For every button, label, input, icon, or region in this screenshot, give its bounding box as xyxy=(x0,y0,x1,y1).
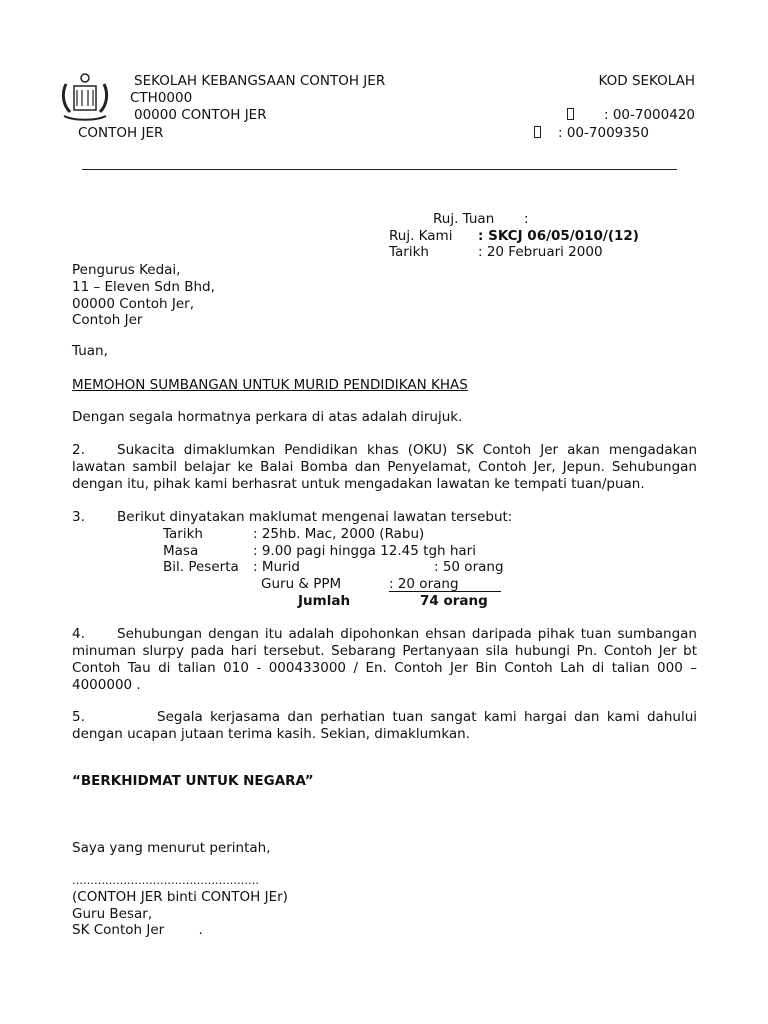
sum-line xyxy=(389,591,501,592)
address-line-2: CONTOH JER xyxy=(78,125,164,141)
fax-icon xyxy=(534,125,541,142)
para-number: 5. xyxy=(72,709,85,725)
total-count: 74 orang xyxy=(420,593,488,609)
para4-line: Sehubungan dengan itu adalah dipohonkan ehsan daripada pihak tuan sumbangan xyxy=(117,626,697,642)
para4-line: 4000000 . xyxy=(72,677,141,693)
ruj-tuan-label: Ruj. Tuan xyxy=(433,211,495,227)
para4-line: Contoh Tau di talian 010 - 000433000 / En. Contoh Jer Bin Contoh Lah di talian 000 – xyxy=(72,660,697,676)
motto: “BERKHIDMAT UNTUK NEGARA” xyxy=(72,773,314,789)
signature-line: …………………………………………… xyxy=(72,874,259,887)
ruj-kami-label: Ruj. Kami xyxy=(389,228,453,244)
subject: MEMOHON SUMBANGAN UNTUK MURID PENDIDIKAN KHAS xyxy=(72,377,468,393)
signer-title: Guru Besar, xyxy=(72,906,153,922)
para5-line: Segala kerjasama dan perhatian tuan sangat kami hargai dan kami dahului xyxy=(157,709,697,725)
visit-time-label: Masa xyxy=(163,543,199,559)
students-label: : Murid xyxy=(253,559,300,575)
visit-time-value: : 9.00 pagi hingga 12.45 tgh hari xyxy=(253,543,476,559)
teachers-count: : 20 orang xyxy=(389,576,459,592)
para4-line: minuman slurpy pada hari tersebut. Sebarang Pertanyaan sila hubungi Pn. Contoh Jer bt xyxy=(72,643,697,659)
coat-of-arms-logo xyxy=(60,70,110,124)
school-code: CTH0000 xyxy=(130,90,193,106)
students-count: : 50 orang xyxy=(434,559,504,575)
ruj-tuan-value: : xyxy=(524,211,529,227)
header-divider xyxy=(82,169,677,170)
phone-icon xyxy=(567,107,574,124)
signer-school: SK Contoh Jer . xyxy=(72,922,203,938)
teachers-label: Guru & PPM xyxy=(261,576,342,592)
address-line-1: 00000 CONTOH JER xyxy=(134,107,267,123)
tarikh-label: Tarikh xyxy=(389,244,429,260)
visit-date-label: Tarikh xyxy=(163,526,203,542)
signer-name: (CONTOH JER binti CONTOH JEr) xyxy=(72,889,288,905)
para2-line: dengan itu, pihak kami berhasrat untuk mengadakan lawatan ke tempati tuan/puan. xyxy=(72,476,645,492)
closing: Saya yang menurut perintah, xyxy=(72,840,271,856)
participants-label: Bil. Peserta xyxy=(163,559,239,575)
para2-line: Sukacita dimaklumkan Pendidikan khas (OKU) SK Contoh Jer akan mengadakan xyxy=(117,442,697,458)
ruj-kami-value: : SKCJ 06/05/010/(12) xyxy=(478,228,639,244)
para-number: 4. xyxy=(72,626,85,642)
fax-number: : 00-7009350 xyxy=(558,125,650,141)
para5-line: dengan ucapan jutaan terima kasih. Sekian, dimaklumkan. xyxy=(72,726,471,742)
recipient-line: 00000 Contoh Jer, xyxy=(72,296,195,312)
intro-paragraph: Dengan segala hormatnya perkara di atas adalah dirujuk. xyxy=(72,409,463,425)
school-name: SEKOLAH KEBANGSAAN CONTOH JER xyxy=(134,73,386,89)
recipient-line: 11 – Eleven Sdn Bhd, xyxy=(72,279,215,295)
para3-intro: Berikut dinyatakan maklumat mengenai lawatan tersebut: xyxy=(117,509,513,525)
school-code-label: KOD SEKOLAH xyxy=(598,73,695,89)
recipient-line: Contoh Jer xyxy=(72,312,143,328)
para-number: 2. xyxy=(72,442,85,458)
visit-date-value: : 25hb. Mac, 2000 (Rabu) xyxy=(253,526,425,542)
salutation: Tuan, xyxy=(72,343,108,359)
recipient-line: Pengurus Kedai, xyxy=(72,262,181,278)
para-number: 3. xyxy=(72,509,85,525)
phone-number: : 00-7000420 xyxy=(603,107,695,123)
total-label: Jumlah xyxy=(298,593,351,609)
para2-line: lawatan sambil belajar ke Balai Bomba dan Penyelamat, Contoh Jer, Jepun. Sehubungan xyxy=(72,459,697,475)
tarikh-value: : 20 Februari 2000 xyxy=(478,244,603,260)
